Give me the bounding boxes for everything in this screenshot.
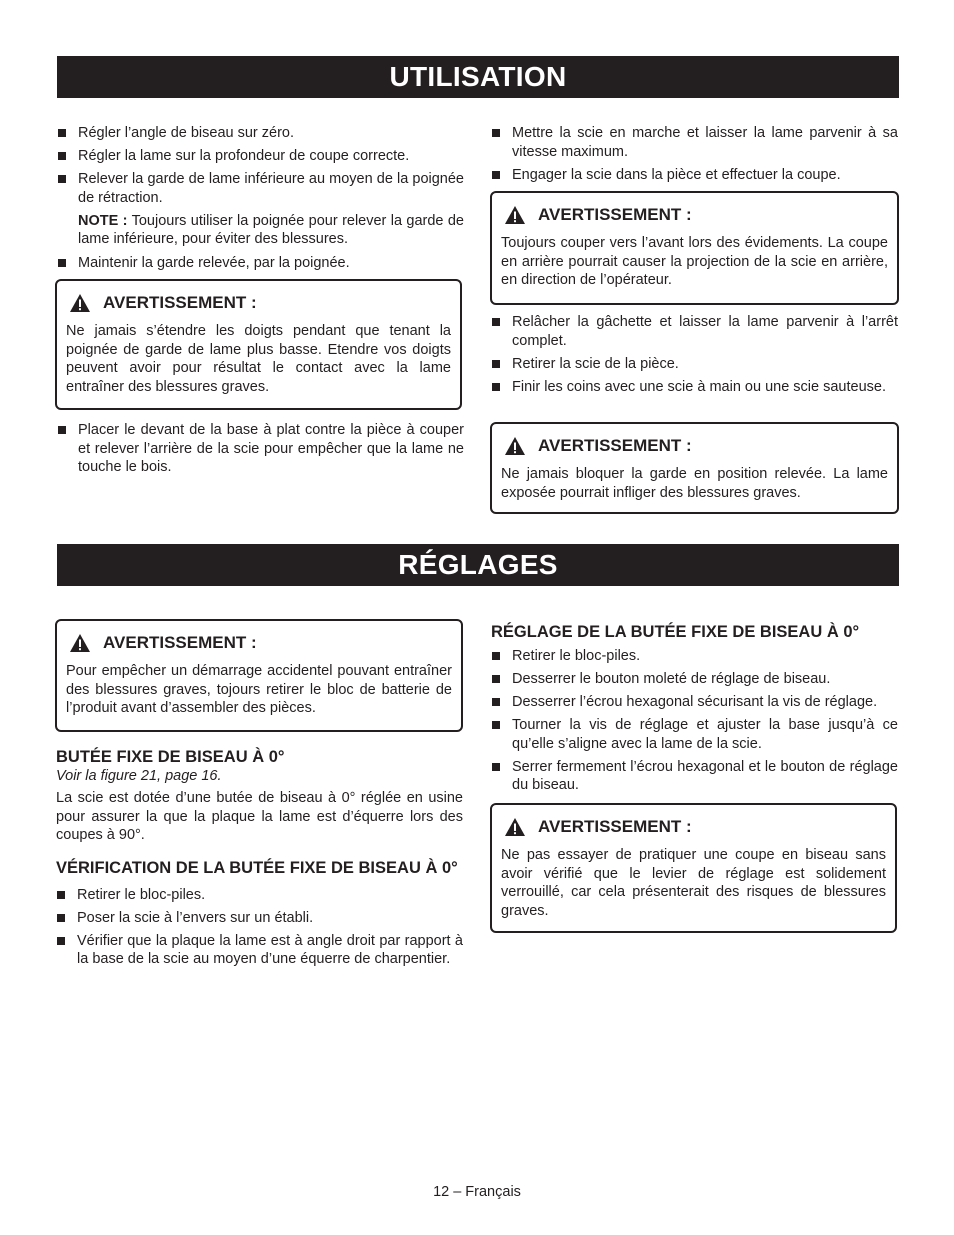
warning-header (501, 436, 888, 456)
utilisation-left-column-bottom (57, 421, 464, 481)
section-title-utilisation: UTILISATION (57, 56, 899, 98)
warning-box (55, 619, 463, 732)
bullet-list (491, 647, 898, 795)
note-text: Toujours utiliser la poignée pour relever la garde de lame inférieure, pour éviter des blessures. (78, 212, 465, 247)
warning-text: Ne pas essayer de pratiquer une coupe en biseau sans avoir vérifié que le levier de réglage est solidement verrouillé, car cela présenterait des risques de blessures graves. (501, 847, 886, 919)
warning-box (55, 279, 462, 410)
list-item: Tourner la vis de réglage et ajuster la base jusqu’à ce qu’elle s’aligne avec la lame de la scie. (491, 716, 898, 753)
utilisation-right-column (491, 124, 898, 189)
warning-label: AVERTISSEMENT : (538, 436, 692, 455)
warning-header (501, 205, 888, 225)
page-footer: 12 – Français (433, 1184, 521, 1200)
note (57, 212, 464, 249)
list-item: Engager la scie dans la pièce et effectuer la coupe. (491, 166, 898, 185)
warning-text: Toujours couper vers l’avant lors des évidements. La coupe en arrière pourrait causer la projection de la scie en arrière, en direction de l’opérateur. (501, 235, 888, 288)
reglages-right-column (491, 622, 898, 799)
warning-triangle-icon (69, 293, 91, 313)
figure-reference: Voir la figure 21, page 16. (56, 768, 222, 784)
list-item: Maintenir la garde relevée, par la poignée. (57, 254, 464, 273)
list-item: Retirer la scie de la pièce. (491, 355, 898, 374)
list-item: Desserrer le bouton moleté de réglage de biseau. (491, 670, 898, 689)
list-item: Relever la garde de lame inférieure au moyen de la poignée de rétraction. (57, 170, 464, 207)
bullet-list (56, 886, 463, 969)
warning-text: Ne jamais s’étendre les doigts pendant que tenant la poignée de garde de lame plus basse. Etendre vos doigts peuvent avoir pour résultat le contact avec la lame entraîner des blessures graves. (66, 323, 451, 395)
warning-label: AVERTISSEMENT : (538, 817, 692, 836)
list-item: Régler la lame sur la profondeur de coupe correcte. (57, 147, 464, 166)
utilisation-right-column-middle (491, 313, 898, 401)
list-item: Finir les coins avec une scie à main ou une scie sauteuse. (491, 378, 898, 397)
section-heading: RÉGLAGE DE LA BUTÉE FIXE DE BISEAU À 0° (491, 623, 860, 641)
bullet-list (57, 421, 464, 477)
warning-label: AVERTISSEMENT : (103, 293, 257, 312)
warning-header (501, 817, 886, 837)
reglages-left-column (56, 747, 463, 973)
list-item: Poser la scie à l’envers sur un établi. (56, 909, 463, 928)
list-item: Retirer le bloc-piles. (491, 647, 898, 666)
warning-triangle-icon (69, 633, 91, 653)
section-heading: BUTÉE FIXE DE BISEAU À 0° (56, 748, 285, 766)
warning-label: AVERTISSEMENT : (103, 633, 257, 652)
warning-box (490, 803, 897, 933)
warning-triangle-icon (504, 436, 526, 456)
warning-header (66, 633, 452, 653)
warning-box (490, 422, 899, 514)
note-label: NOTE : (78, 212, 128, 229)
warning-triangle-icon (504, 817, 526, 837)
section-heading: VÉRIFICATION DE LA BUTÉE FIXE DE BISEAU À 0° (56, 858, 458, 877)
bullet-list (57, 124, 464, 207)
list-item: Desserrer l’écrou hexagonal sécurisant la vis de réglage. (491, 693, 898, 712)
list-item: Retirer le bloc-piles. (56, 886, 463, 905)
warning-header (66, 293, 451, 313)
list-item: Serrer fermement l’écrou hexagonal et le bouton de réglage du biseau. (491, 758, 898, 795)
list-item: Relâcher la gâchette et laisser la lame parvenir à l’arrêt complet. (491, 313, 898, 350)
list-item: Mettre la scie en marche et laisser la lame parvenir à sa vitesse maximum. (491, 124, 898, 161)
list-item: Régler l’angle de biseau sur zéro. (57, 124, 464, 143)
list-item: Placer le devant de la base à plat contre la pièce à couper et relever l’arrière de la scie pour empêcher que la lame ne touche le bois. (57, 421, 464, 477)
warning-triangle-icon (504, 205, 526, 225)
bullet-list (491, 124, 898, 184)
warning-box (490, 191, 899, 305)
utilisation-left-column (57, 124, 464, 277)
warning-text: Pour empêcher un démarrage accidentel pouvant entraîner des blessures graves, tojours retirer le bloc de batterie de l’produit avant d’assembler des pièces. (66, 663, 452, 716)
warning-text: Ne jamais bloquer la garde en position relevée. La lame exposée pourrait infliger des blessures graves. (501, 466, 888, 501)
bullet-list (57, 254, 464, 273)
paragraph: La scie est dotée d’une butée de biseau à 0° réglée en usine pour assurer la que la plaque la lame est d’équerre lors des coupes à 90°. (56, 790, 463, 843)
section-title-reglages: RÉGLAGES (57, 544, 899, 586)
list-item: Vérifier que la plaque la lame est à angle droit par rapport à la base de la scie au moyen d’une équerre de charpentier. (56, 932, 463, 969)
warning-label: AVERTISSEMENT : (538, 205, 692, 224)
bullet-list (491, 313, 898, 396)
